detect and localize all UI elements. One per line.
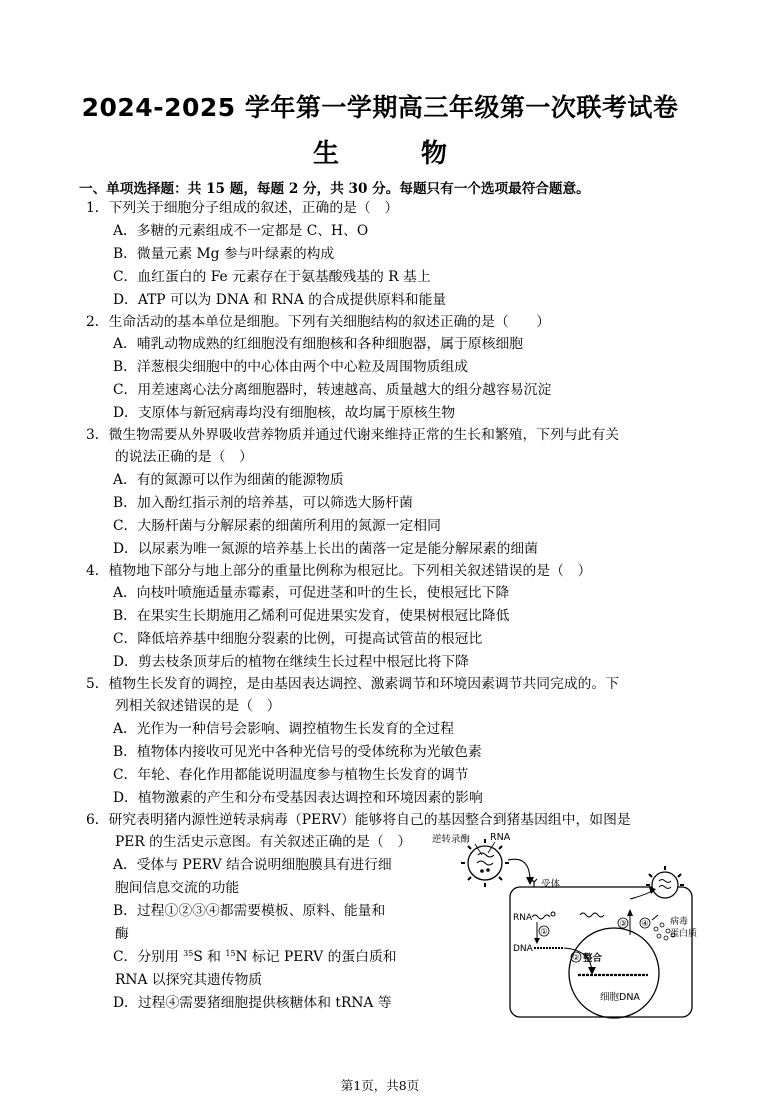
label-virus: 病毒 <box>670 917 689 927</box>
label-step-2: ② <box>572 953 580 962</box>
page-footer: 第1页，共8页 <box>340 1078 420 1093</box>
question-6-option-b-cont: 酶 <box>115 926 129 942</box>
question-6-option-a-cont: 胞间信息交流的功能 <box>115 880 240 896</box>
question-3-stem-cont: 的说法正确的是（ ） <box>115 449 253 465</box>
virus-particle <box>461 839 509 887</box>
question-1-option-c: C．血红蛋白的 Fe 元素存在于氨基酸残基的 R 基上 <box>113 269 431 285</box>
label-receptor: 受体 <box>541 879 561 890</box>
question-4-option-c: C．降低培养基中细胞分裂素的比例，可提高试管苗的根冠比 <box>113 631 483 647</box>
question-4-option-a: A．向枝叶喷施适量赤霉素，可促进茎和叶的生长，使根冠比下降 <box>113 585 510 601</box>
question-5-option-c: C．年轮、春化作用都能说明温度参与植物生长发育的调节 <box>113 767 469 783</box>
label-step-3: ③ <box>619 919 627 928</box>
label-dna: DNA <box>513 944 533 954</box>
question-5-option-a: A．光作为一种信号会影响、调控植物生长发育的全过程 <box>113 721 455 737</box>
question-2-option-c: C．用差速离心法分离细胞器时，转速越高、质量越大的组分越容易沉淀 <box>113 382 552 398</box>
receptor-icon <box>531 879 537 887</box>
label-rna: RNA <box>513 913 533 923</box>
question-3-option-c: C．大肠杆菌与分解尿素的细菌所利用的氮源一定相同 <box>113 518 441 534</box>
question-2-option-b: B．洋葱根尖细胞中的中心体由两个中心粒及周围物质组成 <box>113 359 469 375</box>
label-step-1: ① <box>540 927 548 936</box>
label-protein: 蛋白质 <box>670 929 698 939</box>
question-6-stem: 6．研究表明猪内源性逆转录病毒（PERV）能够将自己的基因整合到猪基因组中，如图是 <box>86 812 631 828</box>
label-step-4: ④ <box>641 919 649 928</box>
question-4-option-b: B．在果实生长期施用乙烯利可促进果实发育，使果树根冠比降低 <box>113 608 510 624</box>
label-rt-enzyme: 逆转录酶 <box>432 834 471 845</box>
label-rna-top: RNA <box>490 832 511 843</box>
nucleus <box>569 928 659 1018</box>
question-5-option-b: B．植物体内接收可见光中各种光信号的受体统称为光敏色素 <box>113 744 482 760</box>
question-6-option-a: A．受体与 PERV 结合说明细胞膜具有进行细 <box>113 857 392 873</box>
label-cell-dna: 细胞DNA <box>600 992 640 1003</box>
question-1-option-d: D．ATP 可以为 DNA 和 RNA 的合成提供原料和能量 <box>113 292 447 308</box>
question-2-stem: 2．生命活动的基本单位是细胞。下列有关细胞结构的叙述正确的是（ ） <box>86 314 551 330</box>
section-header: 一、单项选择题：共 15 题，每题 2 分，共 30 分。每题只有一个选项最符合题意。 <box>79 181 590 197</box>
question-6-option-b: B．过程①②③④都需要模板、原料、能量和 <box>113 903 386 919</box>
question-3-option-b: B．加入酚红指示剂的培养基，可以筛选大肠杆菌 <box>113 495 413 511</box>
question-6-option-c: C．分别用 $^{35}$S 和 $^{15}$N 标记 PERV 的蛋白质和 <box>113 949 397 965</box>
question-6-option-d: D．过程④需要猪细胞提供核糖体和 tRNA 等 <box>113 995 392 1011</box>
question-5-option-d: D．植物激素的产生和分布受基因表达调控和环境因素的影响 <box>113 790 483 806</box>
question-1-stem: 1．下列关于细胞分子组成的叙述，正确的是（ ） <box>86 200 399 216</box>
question-2-option-d: D．支原体与新冠病毒均没有细胞核，故均属于原核生物 <box>113 405 456 421</box>
question-4-stem: 4．植物地下部分与地上部分的重量比例称为根冠比。下列相关叙述错误的是（ ） <box>86 563 592 579</box>
exam-title: 2024-2025 学年第一学期高三年级第一次联考试卷 <box>81 93 679 122</box>
question-3-stem: 3．微生物需要从外界吸收营养物质并通过代谢来维持正常的生长和繁殖，下列与此有关 <box>86 427 620 443</box>
question-6-stem-cont: PER 的生活史示意图。有关叙述正确的是（ ） <box>115 834 412 850</box>
exam-subject: 生 物 <box>312 139 475 169</box>
question-4-option-d: D．剪去枝条顶芽后的植物在继续生长过程中根冠比将下降 <box>113 654 469 670</box>
question-3-option-a: A．有的氮源可以作为细菌的能源物质 <box>113 472 344 488</box>
question-5-stem: 5．植物生长发育的调控，是由基因表达调控、激素调节和环境因素调节共同完成的。下 <box>86 676 620 692</box>
label-integrate: 整合 <box>583 953 603 964</box>
question-3-option-d: D．以尿素为唯一氮源的培养基上长出的菌落一定是能分解尿素的细菌 <box>113 541 538 557</box>
question-6-option-c-cont: RNA 以探究其遗传物质 <box>115 972 263 988</box>
question-1-option-a: A．多糖的元素组成不一定都是 C、H、O <box>113 223 369 239</box>
question-1-option-b: B．微量元素 Mg 参与叶绿素的构成 <box>113 246 335 262</box>
question-5-stem-cont: 列相关叙述错误的是（ ） <box>115 698 281 714</box>
question-2-option-a: A．哺乳动物成熟的红细胞没有细胞核和各种细胞器，属于原核细胞 <box>113 336 524 352</box>
perv-lifecycle-diagram <box>430 825 700 1025</box>
